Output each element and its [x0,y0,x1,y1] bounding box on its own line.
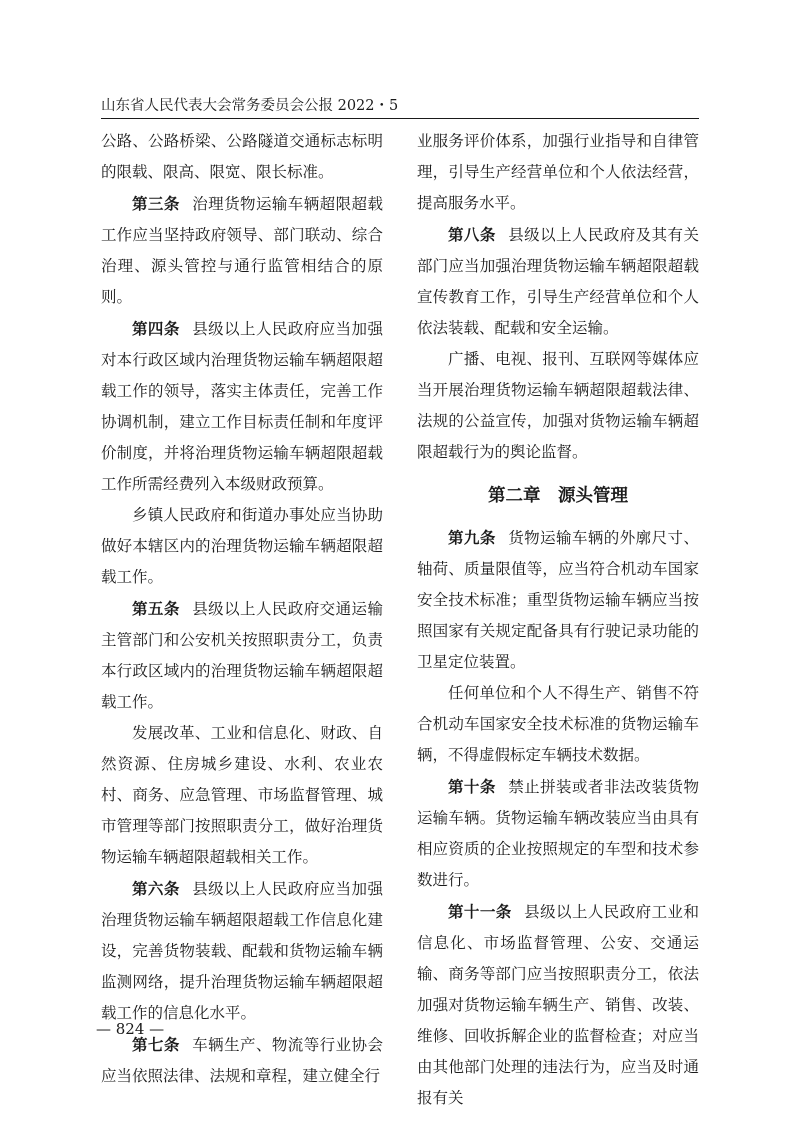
paragraph-text: 公路、公路桥梁、公路隧道交通标志标明的限载、限高、限宽、限长标准。 [101,132,383,181]
text-paragraph [101,718,383,873]
chapter-heading [417,480,699,512]
header-title: 山东省人民代表大会常务委员会公报 2022・5 [101,98,399,114]
paragraph-text: 发展改革、工业和信息化、财政、自然资源、住房城乡建设、水利、农业农村、商务、应急管理、市场监督管理、城市管理等部门按照职责分工，做好治理货物运输车辆超限超载相关工作。 [101,724,383,866]
paragraph-text: 广播、电视、报刊、互联网等媒体应当开展治理货物运输车辆超限超载法律、法规的公益宣传，加强对货物运输车辆超限超载行为的舆论监督。 [417,350,699,461]
chapter-label: 第二章 [488,486,541,506]
paragraph-text: 业服务评价体系，加强行业指导和自律管理，引导生产经营单位和个人依法经营，提高服务水平。 [417,132,699,212]
chapter-title: 源头管理 [558,486,628,506]
paragraph-text: 县级以上人民政府应当加强治理货物运输车辆超限超载工作信息化建设，完善货物装载、配载和货物运输车辆监测网络，提升治理货物运输车辆超限超载工作的信息化水平。 [101,880,383,1022]
article-label: 第十一条 [448,902,512,921]
text-paragraph [101,126,383,188]
article-paragraph [101,593,383,718]
page-header [101,96,699,120]
article-label: 第七条 [132,1035,180,1054]
paragraph-text: 县级以上人民政府工业和信息化、市场监督管理、公安、交通运输、商务等部门应当按照职责分工，依法加强对货物运输车辆生产、销售、改装、维修、回收拆解企业的监督检查；对应当由其他部门处理的违法行为，应当及时通报有关 [417,903,699,1107]
article-label: 第六条 [132,879,180,898]
header-rule [101,118,699,119]
paragraph-text: 任何单位和个人不得生产、销售不符合机动车国家安全技术标准的货物运输车辆，不得虚假标定车辆技术数据。 [417,684,699,764]
article-paragraph [101,313,383,500]
page-number: — 824 — [96,1020,165,1038]
article-label: 第十条 [448,777,496,796]
text-paragraph [417,344,699,468]
article-label: 第四条 [132,319,180,338]
text-paragraph [417,126,699,219]
article-paragraph [417,522,699,678]
article-paragraph [101,873,383,1029]
article-paragraph [417,896,699,1114]
article-label: 第八条 [448,225,496,244]
article-label: 第三条 [132,194,180,213]
text-paragraph [417,678,699,771]
article-label: 第五条 [132,599,180,618]
paragraph-text: 车辆生产、物流等行业协会应当依照法律、法规和章程，建立健全行 [101,1036,383,1085]
left-column [101,126,383,1092]
paragraph-text: 治理货物运输车辆超限超载工作应当坚持政府领导、部门联动、综合治理、源头管控与通行监管相结合的原则。 [101,195,383,306]
article-label: 第九条 [448,528,496,547]
paragraph-text: 禁止拼装或者非法改装货物运输车辆。货物运输车辆改装应当由具有相应资质的企业按照规定的车型和技术参数进行。 [417,778,699,889]
paragraph-text: 县级以上人民政府及其有关部门应当加强治理货物运输车辆超限超载宣传教育工作，引导生产经营单位和个人依法装载、配载和安全运输。 [417,226,699,337]
article-paragraph [101,188,383,313]
paragraph-text: 县级以上人民政府交通运输主管部门和公安机关按照职责分工，负责本行政区域内的治理货物运输车辆超限超载工作。 [101,600,383,711]
text-paragraph [101,500,383,593]
paragraph-text: 乡镇人民政府和街道办事处应当协助做好本辖区内的治理货物运输车辆超限超载工作。 [101,506,383,586]
right-column [417,126,699,1114]
article-paragraph [417,219,699,344]
article-paragraph [417,771,699,896]
paragraph-text: 货物运输车辆的外廓尺寸、轴荷、质量限值等，应当符合机动车国家安全技术标准；重型货物运输车辆应当按照国家有关规定配备具有行驶记录功能的卫星定位装置。 [417,529,699,671]
paragraph-text: 县级以上人民政府应当加强对本行政区域内治理货物运输车辆超限超载工作的领导，落实主体责任，完善工作协调机制，建立工作目标责任制和年度评价制度，并将治理货物运输车辆超限超载工作所需经费列入本级财政预算。 [101,320,383,493]
